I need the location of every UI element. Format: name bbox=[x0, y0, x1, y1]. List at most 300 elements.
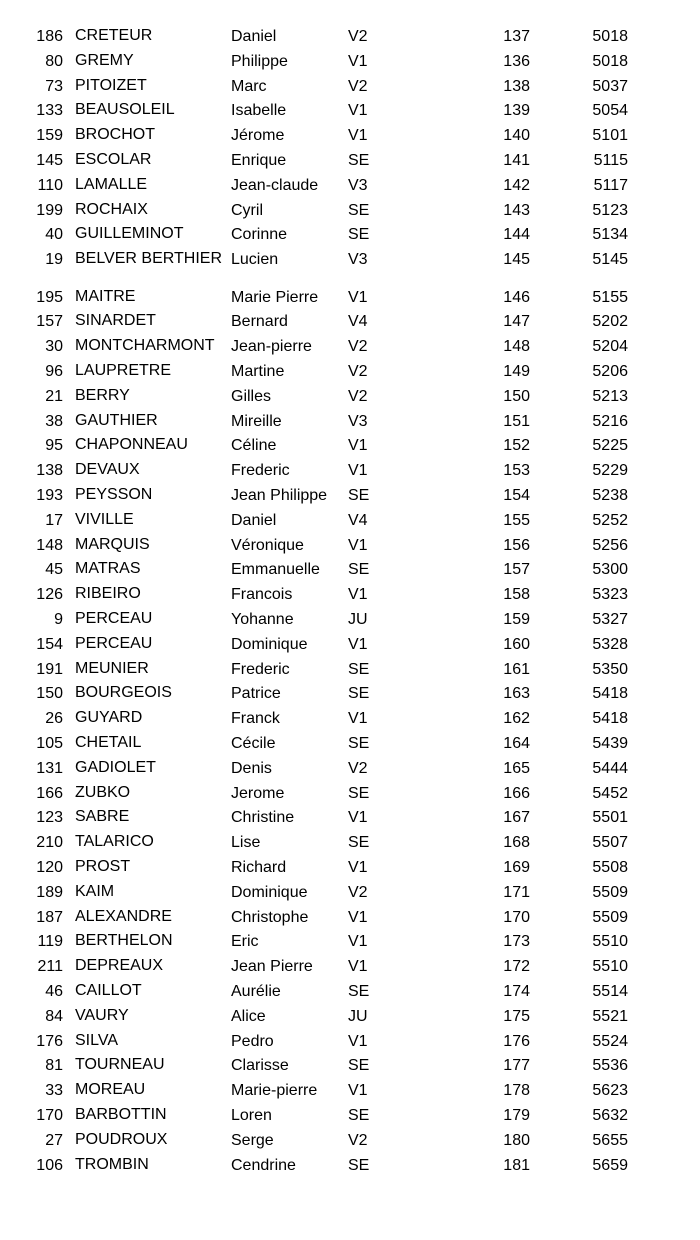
category-rank: 151 bbox=[503, 412, 530, 430]
category: V3 bbox=[348, 251, 368, 269]
table-row bbox=[0, 77, 700, 102]
category: V2 bbox=[348, 77, 368, 95]
first-name: Emmanuelle bbox=[231, 561, 320, 579]
category: JU bbox=[348, 1007, 368, 1025]
last-name: DEVAUX bbox=[75, 461, 140, 479]
table-row bbox=[0, 734, 700, 759]
last-name: MARQUIS bbox=[75, 535, 150, 553]
last-name: RIBEIRO bbox=[75, 585, 141, 603]
last-name: VAURY bbox=[75, 1006, 129, 1024]
category-rank: 147 bbox=[503, 313, 530, 331]
bib-number: 9 bbox=[54, 611, 63, 629]
category-rank: 157 bbox=[503, 561, 530, 579]
table-row bbox=[0, 225, 700, 250]
table-row bbox=[0, 101, 700, 126]
first-name: Daniel bbox=[231, 511, 277, 529]
category: SE bbox=[348, 226, 370, 244]
category-rank: 168 bbox=[503, 834, 530, 852]
category-rank: 146 bbox=[503, 288, 530, 306]
bib-number: 145 bbox=[36, 151, 63, 169]
finish-time: 5115 bbox=[593, 151, 628, 169]
bib-number: 106 bbox=[36, 1156, 63, 1174]
first-name: Cécile bbox=[231, 735, 276, 753]
finish-time: 5655 bbox=[592, 1131, 628, 1149]
finish-time: 5623 bbox=[592, 1082, 628, 1100]
first-name: Clarisse bbox=[231, 1057, 289, 1075]
table-row bbox=[0, 808, 700, 833]
category: V1 bbox=[348, 52, 368, 70]
category-rank: 137 bbox=[503, 28, 530, 45]
bib-number: 150 bbox=[36, 685, 63, 703]
finish-time: 5418 bbox=[592, 710, 628, 728]
category: V1 bbox=[348, 127, 368, 145]
category: V1 bbox=[348, 908, 368, 926]
last-name: BELVER BERTHIER bbox=[75, 250, 223, 268]
bib-number: 157 bbox=[36, 313, 63, 331]
category-rank: 164 bbox=[503, 735, 530, 753]
first-name: Christine bbox=[231, 809, 295, 827]
last-name: GADIOLET bbox=[75, 758, 156, 776]
category: SE bbox=[348, 982, 370, 1000]
category: SE bbox=[348, 660, 370, 678]
bib-number: 19 bbox=[45, 251, 63, 269]
table-row bbox=[0, 52, 700, 77]
category-rank: 181 bbox=[503, 1156, 530, 1174]
first-name: Céline bbox=[231, 437, 277, 455]
table-row bbox=[0, 908, 700, 933]
first-name: Franck bbox=[231, 710, 280, 728]
last-name: MONTCHARMONT bbox=[75, 337, 215, 355]
category: SE bbox=[348, 1106, 370, 1124]
category: V1 bbox=[348, 1082, 368, 1100]
category-rank: 175 bbox=[503, 1007, 530, 1025]
first-name: Cendrine bbox=[231, 1156, 296, 1174]
finish-time: 5659 bbox=[592, 1156, 628, 1174]
finish-time: 5327 bbox=[592, 611, 628, 629]
last-name: ZUBKO bbox=[75, 783, 131, 801]
category: V1 bbox=[348, 288, 368, 306]
first-name: Richard bbox=[231, 859, 287, 876]
first-name: Philippe bbox=[231, 52, 288, 70]
finish-time: 5524 bbox=[592, 1032, 628, 1050]
bib-number: 148 bbox=[36, 536, 63, 554]
last-name: TALARICO bbox=[75, 833, 154, 851]
last-name: GUILLEMINOT bbox=[75, 225, 184, 243]
category-rank: 160 bbox=[503, 635, 530, 653]
first-name: Jean Philippe bbox=[231, 487, 328, 505]
last-name: TOURNEAU bbox=[75, 1056, 165, 1074]
category-rank: 162 bbox=[503, 710, 530, 728]
table-row bbox=[0, 201, 700, 226]
first-name: Jean-pierre bbox=[231, 338, 312, 356]
table-row bbox=[0, 461, 700, 486]
bib-number: 119 bbox=[37, 933, 63, 951]
bib-number: 45 bbox=[45, 561, 63, 579]
last-name: GAUTHIER bbox=[75, 411, 158, 429]
last-name: PERCEAU bbox=[75, 610, 153, 628]
category-rank: 158 bbox=[503, 586, 530, 604]
table-row bbox=[0, 511, 700, 536]
finish-time: 5204 bbox=[592, 338, 628, 356]
finish-time: 5508 bbox=[592, 859, 628, 876]
category-rank: 139 bbox=[503, 102, 530, 120]
first-name: Jean Pierre bbox=[231, 958, 313, 976]
first-name: Christophe bbox=[231, 908, 309, 926]
category-rank: 143 bbox=[503, 201, 530, 219]
table-row bbox=[0, 684, 700, 709]
finish-time: 5350 bbox=[592, 660, 628, 678]
first-name: Eric bbox=[231, 933, 259, 951]
table-row bbox=[0, 27, 700, 52]
finish-time: 5202 bbox=[592, 313, 628, 331]
bib-number: 211 bbox=[37, 958, 63, 976]
table-row bbox=[0, 1081, 700, 1106]
category: V1 bbox=[348, 859, 368, 876]
category-rank: 150 bbox=[503, 387, 530, 405]
category-rank: 159 bbox=[503, 611, 530, 629]
first-name: Cyril bbox=[231, 201, 263, 219]
bib-number: 38 bbox=[45, 412, 63, 430]
last-name: BARBOTTIN bbox=[75, 1105, 167, 1123]
last-name: MATRAS bbox=[75, 560, 141, 578]
category-rank: 141 bbox=[503, 151, 530, 169]
finish-time: 5134 bbox=[592, 226, 628, 244]
finish-time: 5509 bbox=[592, 883, 628, 901]
last-name: SINARDET bbox=[75, 312, 156, 330]
category: V4 bbox=[348, 313, 368, 331]
table-row bbox=[0, 784, 700, 809]
bib-number: 189 bbox=[36, 883, 63, 901]
table-row bbox=[0, 982, 700, 1007]
finish-time: 5536 bbox=[592, 1057, 628, 1075]
finish-time: 5510 bbox=[592, 933, 628, 951]
finish-time: 5501 bbox=[592, 809, 628, 827]
bib-number: 191 bbox=[36, 660, 63, 678]
finish-time: 5155 bbox=[592, 288, 628, 306]
category-rank: 179 bbox=[503, 1106, 530, 1124]
finish-time: 5101 bbox=[592, 127, 628, 145]
table-row bbox=[0, 362, 700, 387]
category-rank: 138 bbox=[503, 77, 530, 95]
table-row bbox=[0, 585, 700, 610]
table-row bbox=[0, 337, 700, 362]
table-row bbox=[0, 932, 700, 957]
bib-number: 176 bbox=[36, 1032, 63, 1050]
last-name: MEUNIER bbox=[75, 659, 149, 677]
table-row bbox=[0, 1131, 700, 1156]
first-name: Isabelle bbox=[231, 102, 287, 120]
bib-number: 73 bbox=[45, 77, 63, 95]
category: V1 bbox=[348, 809, 368, 827]
first-name: Dominique bbox=[231, 635, 308, 653]
category-rank: 154 bbox=[503, 487, 530, 505]
category: SE bbox=[348, 151, 370, 169]
category-rank: 149 bbox=[503, 363, 530, 381]
last-name: CHAPONNEAU bbox=[75, 436, 188, 454]
finish-time: 5521 bbox=[592, 1007, 628, 1025]
category: SE bbox=[348, 834, 370, 852]
category-rank: 180 bbox=[503, 1131, 530, 1149]
bib-number: 96 bbox=[45, 363, 63, 381]
bib-number: 138 bbox=[36, 462, 63, 480]
finish-time: 5145 bbox=[592, 251, 628, 269]
category: V1 bbox=[348, 710, 368, 728]
first-name: Aurélie bbox=[231, 982, 281, 1000]
bib-number: 133 bbox=[36, 102, 63, 120]
first-name: Mireille bbox=[231, 412, 282, 430]
category: V2 bbox=[348, 387, 368, 405]
finish-time: 5216 bbox=[592, 412, 628, 430]
table-row bbox=[0, 151, 700, 176]
bib-number: 123 bbox=[36, 809, 63, 827]
last-name: ROCHAIX bbox=[75, 200, 148, 218]
category-rank: 136 bbox=[503, 52, 530, 70]
category: SE bbox=[348, 561, 370, 579]
table-row bbox=[0, 387, 700, 412]
first-name: Denis bbox=[231, 759, 272, 777]
category: V3 bbox=[348, 412, 368, 430]
category: V1 bbox=[348, 958, 368, 976]
category-rank: 173 bbox=[503, 933, 530, 951]
category-rank: 178 bbox=[503, 1082, 530, 1100]
category-rank: 167 bbox=[503, 809, 530, 827]
finish-time: 5252 bbox=[592, 511, 628, 529]
bib-number: 186 bbox=[36, 28, 63, 45]
category-rank: 163 bbox=[503, 685, 530, 703]
first-name: Pedro bbox=[231, 1032, 274, 1050]
table-row bbox=[0, 1032, 700, 1057]
bib-number: 80 bbox=[45, 52, 63, 70]
category-rank: 161 bbox=[503, 660, 530, 678]
first-name: Jérome bbox=[231, 127, 285, 145]
table-row bbox=[0, 436, 700, 461]
finish-time: 5213 bbox=[592, 387, 628, 405]
first-name: Alice bbox=[231, 1007, 266, 1025]
last-name: CRETEUR bbox=[75, 27, 153, 44]
category: V1 bbox=[348, 586, 368, 604]
last-name: VIVILLE bbox=[75, 510, 134, 528]
first-name: Yohanne bbox=[231, 611, 294, 629]
bib-number: 84 bbox=[45, 1007, 63, 1025]
last-name: POUDROUX bbox=[75, 1130, 168, 1148]
last-name: DEPREAUX bbox=[75, 957, 164, 975]
last-name: BOURGEOIS bbox=[75, 684, 172, 702]
bib-number: 166 bbox=[36, 784, 63, 802]
last-name: PROST bbox=[75, 858, 131, 875]
first-name: Jean-claude bbox=[231, 176, 319, 194]
table-row bbox=[0, 486, 700, 511]
last-name: PEYSSON bbox=[75, 486, 153, 504]
first-name: Frederic bbox=[231, 660, 290, 678]
category-rank: 145 bbox=[503, 251, 530, 269]
table-row bbox=[0, 833, 700, 858]
first-name: Serge bbox=[231, 1131, 274, 1149]
category-rank: 152 bbox=[503, 437, 530, 455]
finish-time: 5238 bbox=[592, 487, 628, 505]
last-name: BEAUSOLEIL bbox=[75, 101, 175, 119]
first-name: Martine bbox=[231, 363, 285, 381]
finish-time: 5123 bbox=[592, 201, 628, 219]
first-name: Patrice bbox=[231, 685, 281, 703]
category: SE bbox=[348, 1156, 370, 1174]
finish-time: 5328 bbox=[592, 635, 628, 653]
category: SE bbox=[348, 1057, 370, 1075]
table-row bbox=[0, 759, 700, 784]
bib-number: 33 bbox=[45, 1082, 63, 1100]
finish-time: 5323 bbox=[592, 586, 628, 604]
table-row bbox=[0, 858, 700, 883]
finish-time: 5225 bbox=[592, 437, 628, 455]
table-row bbox=[0, 957, 700, 982]
finish-time: 5507 bbox=[592, 834, 628, 852]
table-row bbox=[0, 176, 700, 201]
first-name: Marie-pierre bbox=[231, 1082, 318, 1100]
category-rank: 156 bbox=[503, 536, 530, 554]
category-rank: 166 bbox=[503, 784, 530, 802]
finish-time: 5054 bbox=[592, 102, 628, 120]
bib-number: 126 bbox=[36, 586, 63, 604]
last-name: CAILLOT bbox=[75, 981, 142, 999]
last-name: LAMALLE bbox=[75, 175, 148, 193]
table-row bbox=[0, 536, 700, 561]
first-name: Francois bbox=[231, 586, 293, 604]
category-rank: 165 bbox=[503, 759, 530, 777]
last-name: KAIM bbox=[75, 882, 115, 900]
bib-number: 170 bbox=[36, 1106, 63, 1124]
bib-number: 159 bbox=[36, 127, 63, 145]
finish-time: 5206 bbox=[592, 363, 628, 381]
first-name: Corinne bbox=[231, 226, 288, 244]
bib-number: 81 bbox=[45, 1057, 63, 1075]
table-row bbox=[0, 312, 700, 337]
last-name: PERCEAU bbox=[75, 634, 153, 652]
table-row bbox=[0, 288, 700, 313]
table-row bbox=[0, 610, 700, 635]
last-name: GREMY bbox=[75, 51, 134, 69]
last-name: CHETAIL bbox=[75, 734, 142, 752]
table-row bbox=[0, 883, 700, 908]
category: V2 bbox=[348, 883, 368, 901]
last-name: LAUPRETRE bbox=[75, 362, 172, 380]
bib-number: 105 bbox=[36, 735, 63, 753]
category: V2 bbox=[348, 363, 368, 381]
first-name: Jerome bbox=[231, 784, 285, 802]
table-row bbox=[0, 660, 700, 685]
finish-time: 5514 bbox=[592, 982, 628, 1000]
last-name: ESCOLAR bbox=[75, 150, 152, 168]
bib-number: 26 bbox=[45, 710, 63, 728]
bib-number: 27 bbox=[45, 1131, 63, 1149]
first-name: Dominique bbox=[231, 883, 308, 901]
finish-time: 5439 bbox=[592, 735, 628, 753]
category: SE bbox=[348, 735, 370, 753]
table-row bbox=[0, 560, 700, 585]
bib-number: 30 bbox=[45, 338, 63, 356]
first-name: Lucien bbox=[231, 251, 279, 269]
category: V1 bbox=[348, 635, 368, 653]
bib-number: 193 bbox=[36, 487, 63, 505]
category: V1 bbox=[348, 462, 368, 480]
last-name: PITOIZET bbox=[75, 76, 147, 94]
bib-number: 131 bbox=[36, 759, 63, 777]
category-rank: 171 bbox=[503, 883, 530, 901]
category-rank: 170 bbox=[503, 908, 530, 926]
finish-time: 5452 bbox=[592, 784, 628, 802]
category: V1 bbox=[348, 437, 368, 455]
finish-time: 5037 bbox=[592, 77, 628, 95]
first-name: Véronique bbox=[231, 536, 304, 554]
category: SE bbox=[348, 201, 370, 219]
category: V1 bbox=[348, 102, 368, 120]
bib-number: 40 bbox=[45, 226, 63, 244]
table-row bbox=[0, 1106, 700, 1131]
last-name: MAITRE bbox=[75, 287, 136, 305]
first-name: Frederic bbox=[231, 462, 290, 480]
category: V1 bbox=[348, 933, 368, 951]
finish-time: 5418 bbox=[592, 685, 628, 703]
finish-time: 5256 bbox=[592, 536, 628, 554]
table-row bbox=[0, 126, 700, 151]
category: V1 bbox=[348, 1032, 368, 1050]
category: JU bbox=[348, 611, 368, 629]
category: V4 bbox=[348, 511, 368, 529]
category-rank: 177 bbox=[503, 1057, 530, 1075]
finish-time: 5018 bbox=[592, 28, 628, 45]
finish-time: 5510 bbox=[592, 958, 628, 976]
finish-time: 5018 bbox=[592, 52, 628, 70]
last-name: GUYARD bbox=[75, 709, 143, 727]
bib-number: 187 bbox=[36, 908, 63, 926]
first-name: Marie Pierre bbox=[231, 288, 319, 306]
category-rank: 144 bbox=[503, 226, 530, 244]
bib-number: 195 bbox=[36, 288, 63, 306]
first-name: Gilles bbox=[231, 387, 272, 405]
last-name: SABRE bbox=[75, 808, 130, 826]
finish-time: 5632 bbox=[592, 1106, 628, 1124]
last-name: SILVA bbox=[75, 1031, 118, 1049]
category-rank: 176 bbox=[503, 1032, 530, 1050]
bib-number: 154 bbox=[36, 635, 63, 653]
finish-time: 5117 bbox=[593, 176, 628, 194]
last-name: MOREAU bbox=[75, 1081, 146, 1099]
last-name: ALEXANDRE bbox=[75, 907, 172, 925]
category: SE bbox=[348, 487, 370, 505]
table-row bbox=[0, 412, 700, 437]
last-name: BERTHELON bbox=[75, 932, 173, 950]
category: V2 bbox=[348, 1131, 368, 1149]
first-name: Daniel bbox=[231, 28, 277, 45]
first-name: Lise bbox=[231, 834, 261, 852]
category: SE bbox=[348, 685, 370, 703]
category: SE bbox=[348, 784, 370, 802]
bib-number: 120 bbox=[36, 859, 63, 876]
category: V2 bbox=[348, 759, 368, 777]
last-name: TROMBIN bbox=[75, 1155, 149, 1173]
bib-number: 110 bbox=[37, 176, 63, 194]
first-name: Loren bbox=[231, 1106, 272, 1124]
finish-time: 5444 bbox=[592, 759, 628, 777]
category-rank: 172 bbox=[503, 958, 530, 976]
category: V1 bbox=[348, 536, 368, 554]
first-name: Enrique bbox=[231, 151, 287, 169]
category: V3 bbox=[348, 176, 368, 194]
bib-number: 210 bbox=[36, 834, 63, 852]
category-rank: 169 bbox=[503, 859, 530, 876]
last-name: BROCHOT bbox=[75, 126, 155, 144]
bib-number: 21 bbox=[45, 387, 63, 405]
category: V2 bbox=[348, 338, 368, 356]
category-rank: 174 bbox=[503, 982, 530, 1000]
